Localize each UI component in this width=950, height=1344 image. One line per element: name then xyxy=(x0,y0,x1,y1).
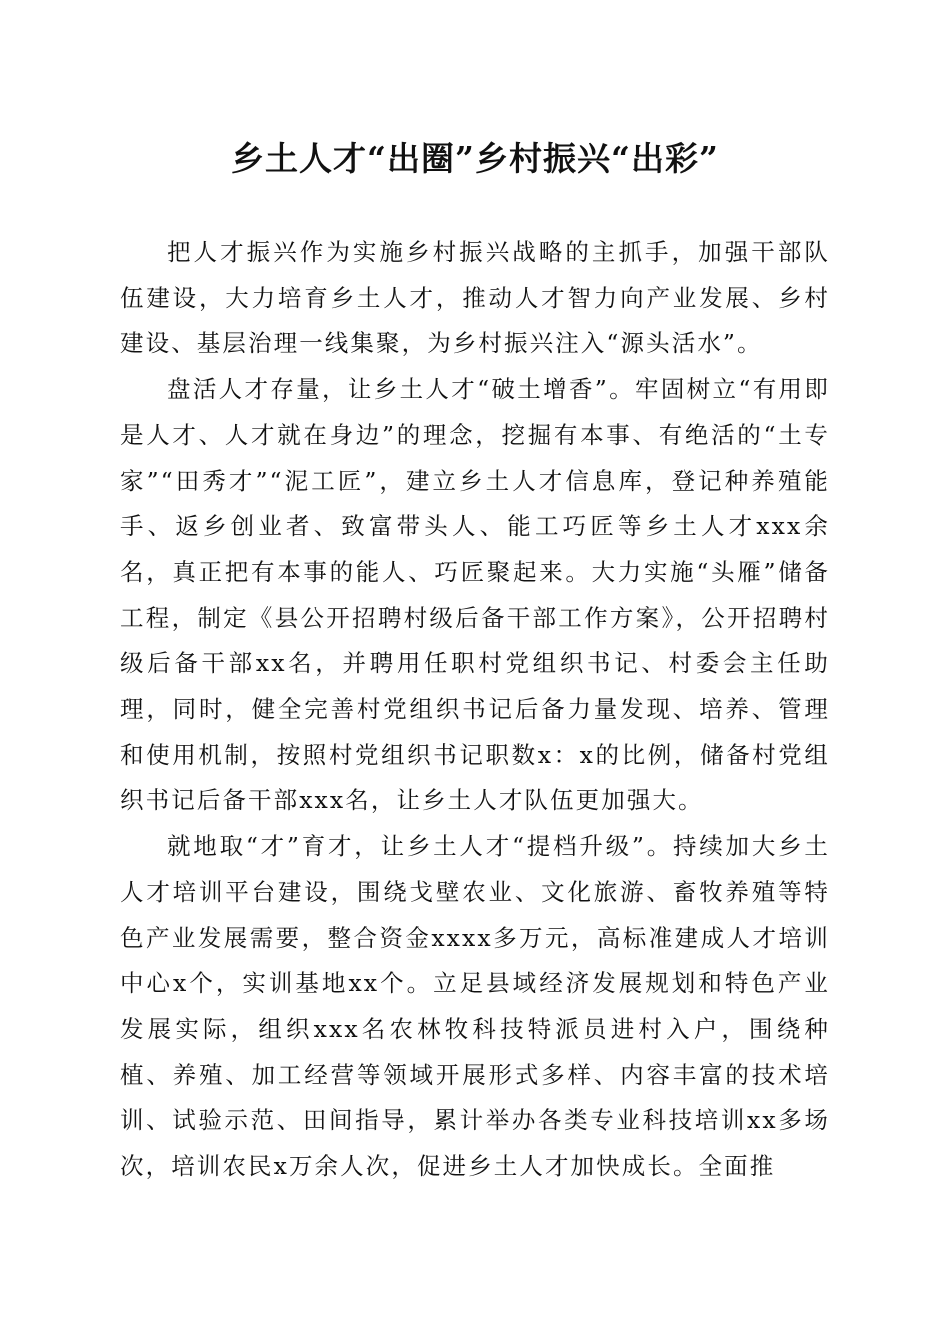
paragraph-talent-training: 就地取“才”育才，让乡土人才“提档升级”。持续加大乡土人才培训平台建设，围绕戈壁农业、文化旅游、畜牧养殖等特色产业发展需要，整合资金xxxx多万元，高标准建成人才培训中心x个，实训基地xx个。立足县域经济发展规划和特色产业发展实际，组织xxx名农林牧科技特派员进村入户，围绕种植、养殖、加工经营等领域开展形式多样、内容丰富的技术培训、试验示范、田间指导，累计举办各类专业科技培训xx多场次，培训农民x万余人次，促进乡土人才加快成长。全面推 xyxy=(120,832,830,1181)
paragraph-intro: 把人才振兴作为实施乡村振兴战略的主抓手，加强干部队伍建设，大力培育乡土人才，推动人才智力向产业发展、乡村建设、基层治理一线集聚，为乡村振兴注入“源头活水”。 xyxy=(120,238,830,358)
paragraph-talent-stock: 盘活人才存量，让乡土人才“破土增香”。牢固树立“有用即是人才、人才就在身边”的理念，挖掘有本事、有绝活的“土专家”“田秀才”“泥工匠”，建立乡土人才信息库，登记种养殖能手、返乡创业者、致富带头人、能工巧匠等乡土人才xxx余名，真正把有本事的能人、巧匠聚起来。大力实施“头雁”储备工程，制定《县公开招聘村级后备干部工作方案》，公开招聘村级后备干部xx名，并聘用任职村党组织书记、村委会主任助理，同时，健全完善村党组织书记后备力量发现、培养、管理和使用机制，按照村党组织书记职数x：x的比例，储备村党组织书记后备干部xxx名，让乡土人才队伍更加强大。 xyxy=(120,375,830,815)
document-body xyxy=(120,230,830,1190)
document-title: 乡土人才“出圈”乡村振兴“出彩” xyxy=(231,139,719,178)
